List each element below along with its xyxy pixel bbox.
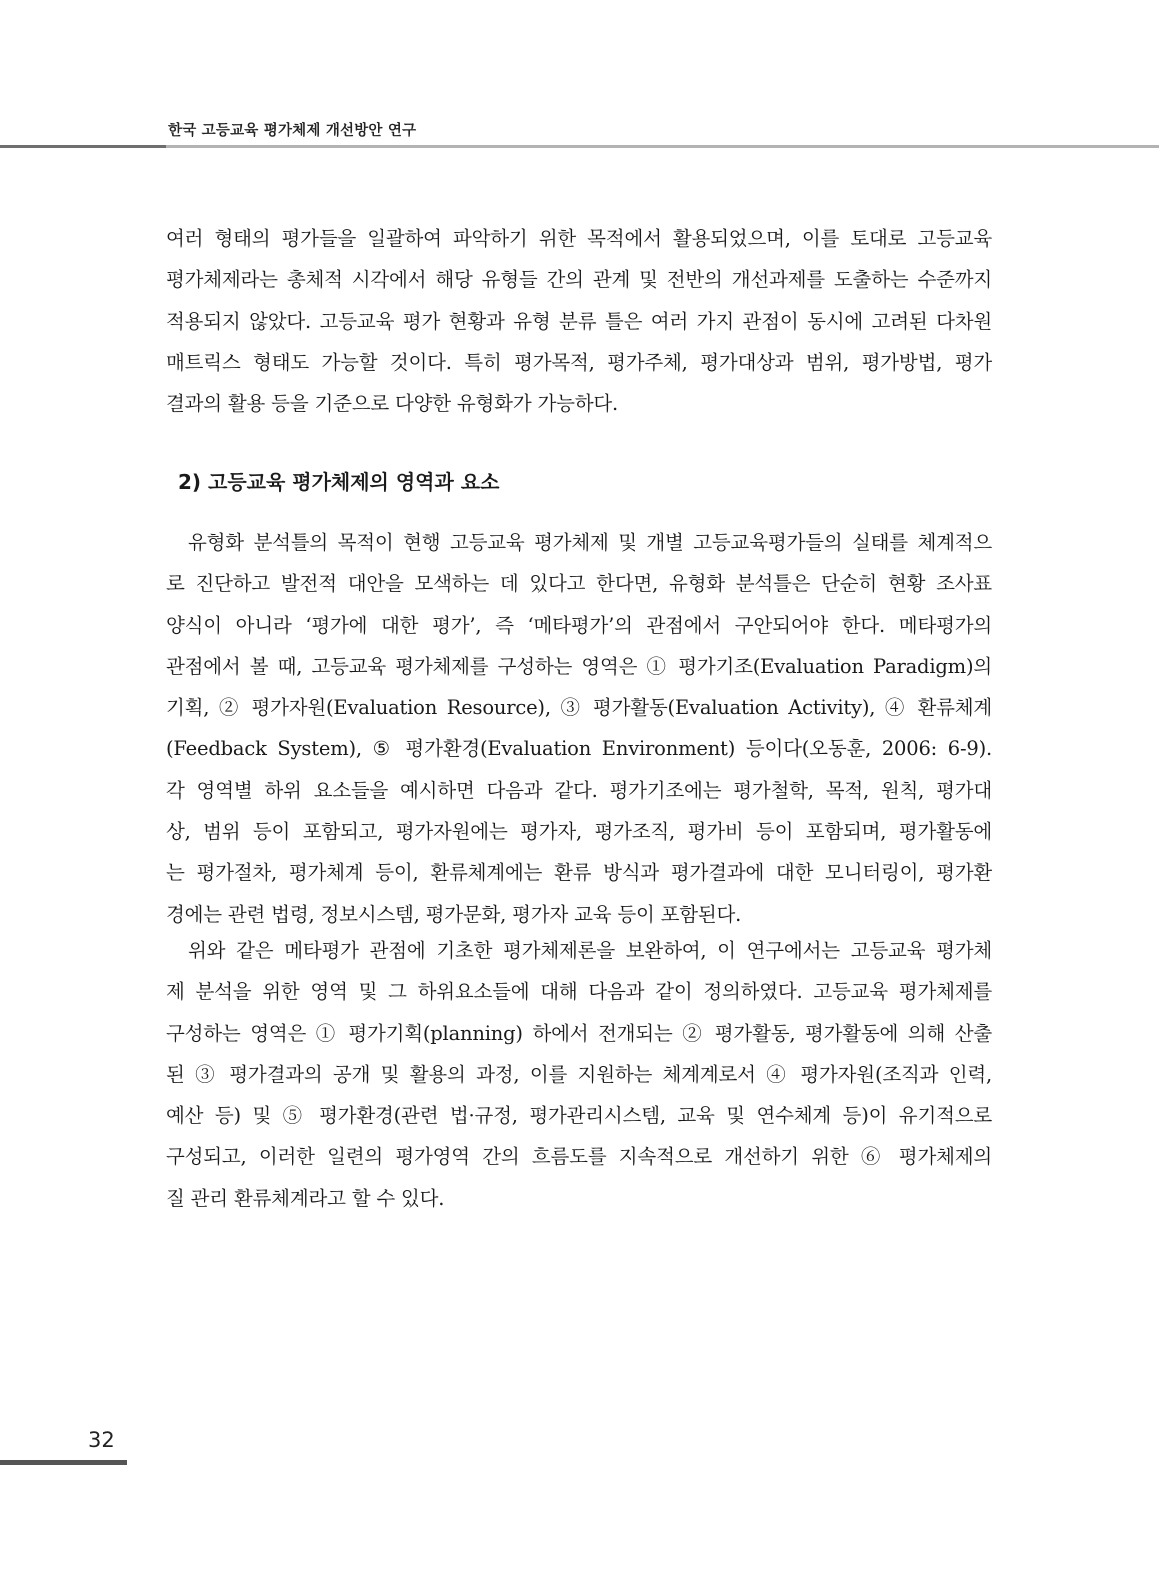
paragraph-line: 는 평가절차, 평가체계 등이, 환류체계에는 환류 방식과 평가결과에 대한 모니터링이, 평가환: [166, 861, 992, 885]
paragraph-line: (Feedback System), ⑤ 평가환경(Evaluation Environment) 등이다(오동훈, 2006: 6-9).: [166, 737, 992, 761]
footer-rule: [0, 1460, 127, 1465]
paragraph-line: 제 분석을 위한 영역 및 그 하위요소들에 대해 다음과 같이 정의하였다. 고등교육 평가체제를: [166, 980, 992, 1004]
paragraph-line: 위와 같은 메타평가 관점에 기초한 평가체제론을 보완하여, 이 연구에서는 고등교육 평가체: [188, 939, 992, 962]
paragraph-line: 기획, ② 평가자원(Evaluation Resource), ③ 평가활동(Evaluation Activity), ④ 환류체계: [166, 696, 992, 720]
paragraph-line: 각 영역별 하위 요소들을 예시하면 다음과 같다. 평가기조에는 평가철학, 목적, 원칙, 평가대: [166, 778, 992, 802]
paragraph-line: 평가체제라는 총체적 시각에서 해당 유형들 간의 관계 및 전반의 개선과제를 도출하는 수준까지: [166, 268, 992, 292]
paragraph-line: 경에는 관련 법령, 정보시스템, 평가문화, 평가자 교육 등이 포함된다.: [166, 902, 742, 926]
paragraph-line: 매트릭스 형태도 가능할 것이다. 특히 평가목적, 평가주체, 평가대상과 범위, 평가방법, 평가: [166, 350, 992, 374]
paragraph-line: 결과의 활용 등을 기준으로 다양한 유형화가 가능하다.: [166, 392, 619, 416]
section-heading: 2) 고등교육 평가체제의 영역과 요소: [178, 470, 500, 494]
paragraph-line: 로 진단하고 발전적 대안을 모색하는 데 있다고 한다면, 유형화 분석틀은 단순히 현황 조사표: [166, 572, 992, 596]
paragraph-line: 적용되지 않았다. 고등교육 평가 현황과 유형 분류 틀은 여러 가지 관점이 동시에 고려된 다차원: [166, 309, 992, 333]
paragraph-line: 양식이 아니라 ‘평가에 대한 평가’, 즉 ‘메타평가’의 관점에서 구안되어야 한다. 메타평가의: [166, 613, 992, 637]
paragraph-line: 상, 범위 등이 포함되고, 평가자원에는 평가자, 평가조직, 평가비 등이 포함되며, 평가활동에: [166, 820, 992, 844]
paragraph-line: 관점에서 볼 때, 고등교육 평가체제를 구성하는 영역은 ① 평가기조(Evaluation Paradigm)의: [166, 654, 992, 678]
paragraph-2: [166, 522, 992, 935]
paragraph-line: 된 ③ 평가결과의 공개 및 활용의 과정, 이를 지원하는 체계계로서 ④ 평가자원(조직과 인력,: [166, 1062, 992, 1086]
running-header-title: 한국 고등교육 평가체제 개선방안 연구: [168, 123, 417, 139]
paragraph-line: 구성되고, 이러한 일련의 평가영역 간의 흐름도를 지속적으로 개선하기 위한 ⑥ 평가체제의: [166, 1145, 992, 1169]
paragraph-line: 여러 형태의 평가들을 일괄하여 파악하기 위한 목적에서 활용되었으며, 이를 토대로 고등교육: [166, 227, 992, 250]
page-number: 32: [88, 1428, 115, 1452]
header-rule: [0, 145, 1159, 148]
header-rule-accent: [0, 145, 166, 148]
paragraph-line: 유형화 분석틀의 목적이 현행 고등교육 평가체제 및 개별 고등교육평가들의 실태를 체계적으: [188, 531, 992, 554]
paragraph-3: [166, 930, 992, 1219]
paragraph-1: [166, 218, 992, 424]
paragraph-line: 예산 등) 및 ⑤ 평가환경(관련 법·규정, 평가관리시스템, 교육 및 연수체계 등)이 유기적으로: [166, 1104, 992, 1128]
paragraph-line: 구성하는 영역은 ① 평가기획(planning) 하에서 전개되는 ② 평가활동, 평가활동에 의해 산출: [166, 1021, 992, 1045]
paragraph-line: 질 관리 환류체계라고 할 수 있다.: [166, 1186, 445, 1210]
